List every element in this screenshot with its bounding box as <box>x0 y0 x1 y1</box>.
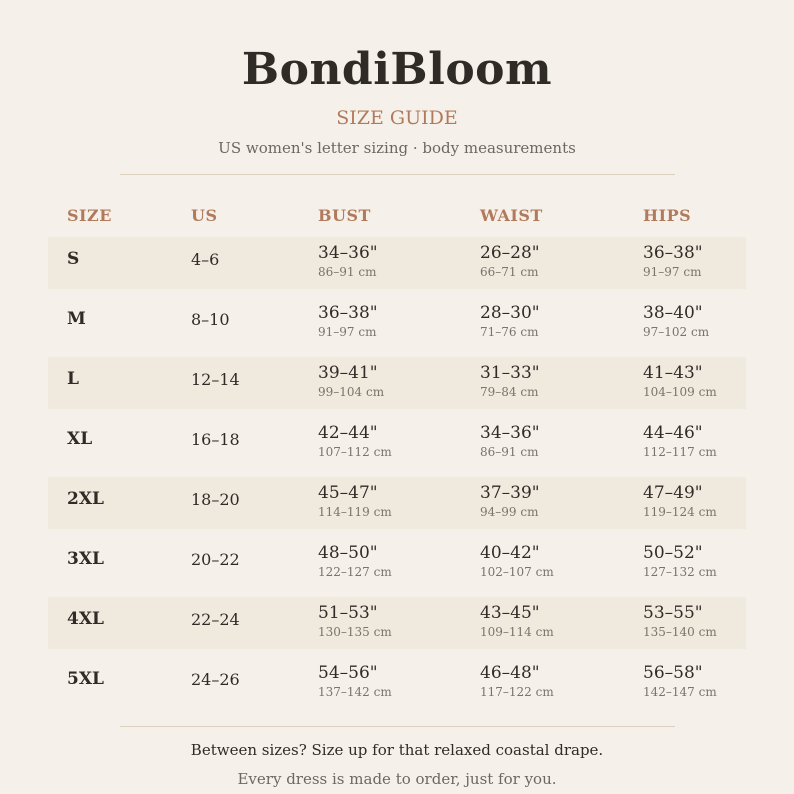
size-label: S <box>67 249 80 269</box>
bust-inches: 39–41" <box>318 363 378 383</box>
bust-cm: 130–135 cm <box>318 625 392 639</box>
waist-cell <box>480 662 554 700</box>
page-subtitle: SIZE GUIDE <box>336 107 458 129</box>
waist-inches: 46–48" <box>480 663 540 683</box>
waist-cell <box>480 362 540 400</box>
hips-cm: 135–140 cm <box>643 625 717 639</box>
table-row <box>48 357 746 409</box>
hips-inches: 41–43" <box>643 363 703 383</box>
hips-inches: 53–55" <box>643 603 703 623</box>
hips-inches: 44–46" <box>643 423 703 443</box>
bust-cm: 137–142 cm <box>318 685 392 699</box>
bust-cm: 99–104 cm <box>318 385 385 399</box>
waist-inches: 37–39" <box>480 483 540 503</box>
hips-inches: 47–49" <box>643 483 703 503</box>
size-label: M <box>67 309 86 329</box>
hips-cm: 127–132 cm <box>643 565 717 579</box>
table-header <box>48 206 746 230</box>
bust-inches: 45–47" <box>318 483 378 503</box>
hips-cell <box>643 302 709 340</box>
table-row <box>48 537 746 589</box>
table-row <box>48 237 746 289</box>
hips-inches: 36–38" <box>643 243 703 263</box>
hips-cell <box>643 242 703 280</box>
size-label: XL <box>67 429 93 449</box>
size-label: L <box>67 369 79 389</box>
waist-cm: 86–91 cm <box>480 445 539 459</box>
bust-inches: 36–38" <box>318 303 378 323</box>
waist-cell <box>480 602 554 640</box>
brand-title: BondiBloom <box>241 44 553 95</box>
bust-inches: 42–44" <box>318 423 378 443</box>
waist-cm: 117–122 cm <box>480 685 554 699</box>
bust-cell <box>318 242 378 280</box>
table-row <box>48 297 746 349</box>
hips-cm: 97–102 cm <box>643 325 710 339</box>
us-size: 18–20 <box>191 490 240 509</box>
hips-inches: 56–58" <box>643 663 703 683</box>
header-waist: WAIST <box>480 206 543 225</box>
bust-cell <box>318 482 392 520</box>
waist-inches: 43–45" <box>480 603 540 623</box>
table-row <box>48 597 746 649</box>
waist-cell <box>480 542 554 580</box>
hips-cm: 119–124 cm <box>643 505 717 519</box>
bust-cell <box>318 542 392 580</box>
waist-cm: 66–71 cm <box>480 265 539 279</box>
bust-cell <box>318 662 392 700</box>
bottom-divider <box>120 726 675 727</box>
hips-inches: 38–40" <box>643 303 703 323</box>
hips-cm: 112–117 cm <box>643 445 717 459</box>
waist-inches: 28–30" <box>480 303 540 323</box>
waist-inches: 26–28" <box>480 243 540 263</box>
table-row <box>48 417 746 469</box>
hips-cell <box>643 662 717 700</box>
waist-cell <box>480 302 540 340</box>
bust-cm: 122–127 cm <box>318 565 392 579</box>
table-row <box>48 657 746 709</box>
made-to-order-note: Every dress is made to order, just for you. <box>237 770 557 788</box>
us-size: 20–22 <box>191 550 240 569</box>
bust-cell <box>318 362 384 400</box>
waist-inches: 34–36" <box>480 423 540 443</box>
us-size: 8–10 <box>191 310 230 329</box>
hips-cm: 104–109 cm <box>643 385 717 399</box>
bust-cell <box>318 302 378 340</box>
hips-cell <box>643 602 717 640</box>
hips-cell <box>643 482 717 520</box>
waist-inches: 31–33" <box>480 363 540 383</box>
bust-inches: 34–36" <box>318 243 378 263</box>
waist-cm: 94–99 cm <box>480 505 539 519</box>
bust-cell <box>318 602 392 640</box>
bust-cm: 107–112 cm <box>318 445 392 459</box>
bust-cell <box>318 422 392 460</box>
bust-cm: 114–119 cm <box>318 505 392 519</box>
hips-cm: 91–97 cm <box>643 265 702 279</box>
header-size: SIZE <box>67 206 112 225</box>
bust-cm: 86–91 cm <box>318 265 377 279</box>
hips-cm: 142–147 cm <box>643 685 717 699</box>
size-label: 5XL <box>67 669 104 689</box>
header-hips: HIPS <box>643 206 692 225</box>
us-size: 12–14 <box>191 370 240 389</box>
size-table <box>48 237 746 717</box>
hips-inches: 50–52" <box>643 543 703 563</box>
us-size: 22–24 <box>191 610 240 629</box>
tagline: US women's letter sizing · body measurements <box>218 139 576 157</box>
bust-inches: 54–56" <box>318 663 378 683</box>
waist-cell <box>480 482 540 520</box>
waist-cell <box>480 242 540 280</box>
size-label: 3XL <box>67 549 104 569</box>
waist-cm: 109–114 cm <box>480 625 554 639</box>
waist-cell <box>480 422 540 460</box>
waist-cm: 71–76 cm <box>480 325 539 339</box>
bust-inches: 48–50" <box>318 543 378 563</box>
bust-inches: 51–53" <box>318 603 378 623</box>
size-label: 2XL <box>67 489 104 509</box>
waist-cm: 102–107 cm <box>480 565 554 579</box>
us-size: 4–6 <box>191 250 220 269</box>
hips-cell <box>643 542 717 580</box>
header-bust: BUST <box>318 206 371 225</box>
size-label: 4XL <box>67 609 104 629</box>
waist-cm: 79–84 cm <box>480 385 539 399</box>
header-us: US <box>191 206 218 225</box>
sizing-note: Between sizes? Size up for that relaxed coastal drape. <box>190 741 604 759</box>
us-size: 24–26 <box>191 670 240 689</box>
waist-inches: 40–42" <box>480 543 540 563</box>
bust-cm: 91–97 cm <box>318 325 377 339</box>
hips-cell <box>643 422 717 460</box>
top-divider <box>120 174 675 175</box>
hips-cell <box>643 362 717 400</box>
table-row <box>48 477 746 529</box>
us-size: 16–18 <box>191 430 240 449</box>
